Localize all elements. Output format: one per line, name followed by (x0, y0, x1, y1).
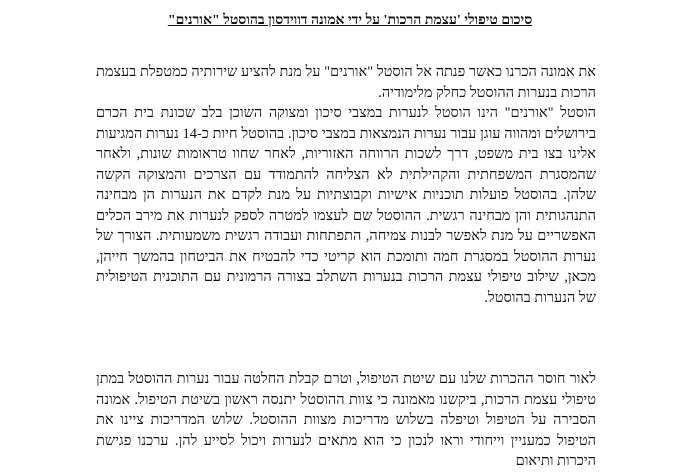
paragraph-treatment-trial: לאור חוסר ההכרות שלנו עם שיטת הטיפול, וטרם קבלת החלטה עבור נערות ההוסטל במתן טיפולי עצמת הרכות, ביקשנו מאמונה כי צוות ההוסטל יתנסה ראשון בשיטת הטיפול. אמונה הסבירה על הטיפול וטיפלה בשלוש מדריכות מצוות ההוסטל. שלוש המדריכות ציינו את הטיפול כמעניין וייחודי וראו לנכון כי הוא מתאים לנערות ויכול לסייע להן. ערכנו פגישת היכרות ותיאום (96, 371, 596, 469)
paragraph-intro: את אמונה הכרנו כאשר פנתה אל הוסטל "אורנים" על מנת להציע שירותיה כמטפלת בעצמת הרכות בנערות ההוסטל כחלק מלימודיה. (96, 64, 596, 101)
document-title: סיכום טיפולי 'עצמת הרכות' על ידי אמונה דווידסון בהוסטל "אורנים" (167, 13, 533, 28)
paragraph-hostel-description: הוסטל "אורנים" הינו הוסטל לנערות במצבי סיכון ומצוקה השוכן בלב שכונת בית הכרם בירושלים ומהווה עוגן עבור נערות הנמצאות במצבי סיכון. בהוסטל חיות כ-14 נערות המגיעות אלינו בצו בית משפט, דרך לשכות הרווחה האזוריות, לאחר שחוו טראומות שונות, ולאחר שהמסגרת המשפחתית והקהילתית לא הצליחה להתמודד עם הצרכים והמצוקה הקשה שלהן. בהוסטל פועלות תוכניות אישיות וקבוצתיות על מנת לקדם את הנערות הן מבחינה התנהגותית והן מבחינה רגשית. ההוסטל שם לעצמו למטרה לספק לנערות את מירב הכלים האפשריים על מנת לאפשר לבנות צמיחה, התפתחות ועבודה רגשית משמעותית. הצורך של נערות ההוסטל במסגרת חמה ותומכת הוא קריטי כדי להבטיח את הביטחון בהמשך חייהן, מכאן, שילוב טיפולי עצמת הרכות בנערות השתלב בצורה הרמונית עם התוכנית הטיפולית של הנערות בהוסטל. (96, 105, 596, 306)
